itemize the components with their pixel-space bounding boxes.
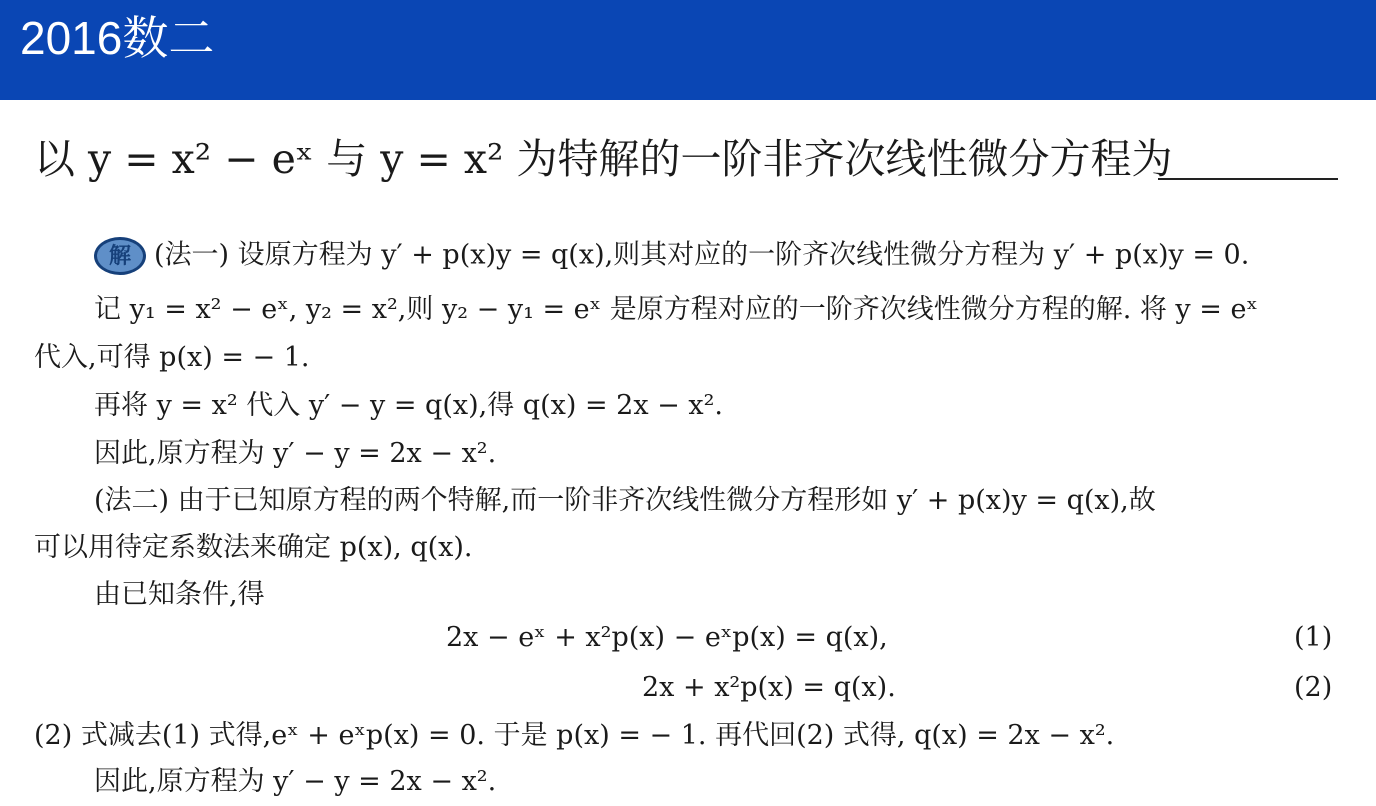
problem-statement: 以 y = x² − eˣ 与 y = x² 为特解的一阶非齐次线性微分方程为 [34,135,1173,183]
solution-line-5: 因此,原方程为 y′ − y = 2x − x². [94,438,497,469]
solution-line-8: 由已知条件,得 [94,579,265,610]
solution-line-10: 因此,原方程为 y′ − y = 2x − x². [94,766,497,797]
solution-line-9: (2) 式减去(1) 式得,eˣ + eˣp(x) = 0. 于是 p(x) = − 1. 再代回(2) 式得, q(x) = 2x − x². [34,720,1115,751]
solution-line-6: (法二) 由于已知原方程的两个特解,而一阶非齐次线性微分方程形如 y′ + p(x)y = q(x),故 [94,485,1156,516]
equation-number-1: (1) [1294,622,1333,653]
header-bar [0,0,1376,100]
solution-line-2: 记 y₁ = x² − eˣ, y₂ = x²,则 y₂ − y₁ = eˣ 是原方程对应的一阶齐次线性微分方程的解. 将 y = eˣ [94,294,1258,325]
solution-line-1 [94,237,1249,275]
solution-line-7: 可以用待定系数法来确定 p(x), q(x). [34,532,473,563]
page-title: 2016数二 [20,12,215,64]
solution-line-3: 代入,可得 p(x) = − 1. [34,342,310,373]
answer-blank [1158,178,1338,180]
equation-1: 2x − eˣ + x²p(x) − eˣp(x) = q(x), [446,622,888,653]
solution-line-4: 再将 y = x² 代入 y′ − y = q(x),得 q(x) = 2x − x². [94,390,723,421]
solution-badge: 解 [94,237,146,275]
equation-2: 2x + x²p(x) = q(x). [642,672,896,703]
solution-text: (法一) 设原方程为 y′ + p(x)y = q(x),则其对应的一阶齐次线性微分方程为 y′ + p(x)y = 0. [154,239,1250,271]
equation-number-2: (2) [1294,672,1333,703]
